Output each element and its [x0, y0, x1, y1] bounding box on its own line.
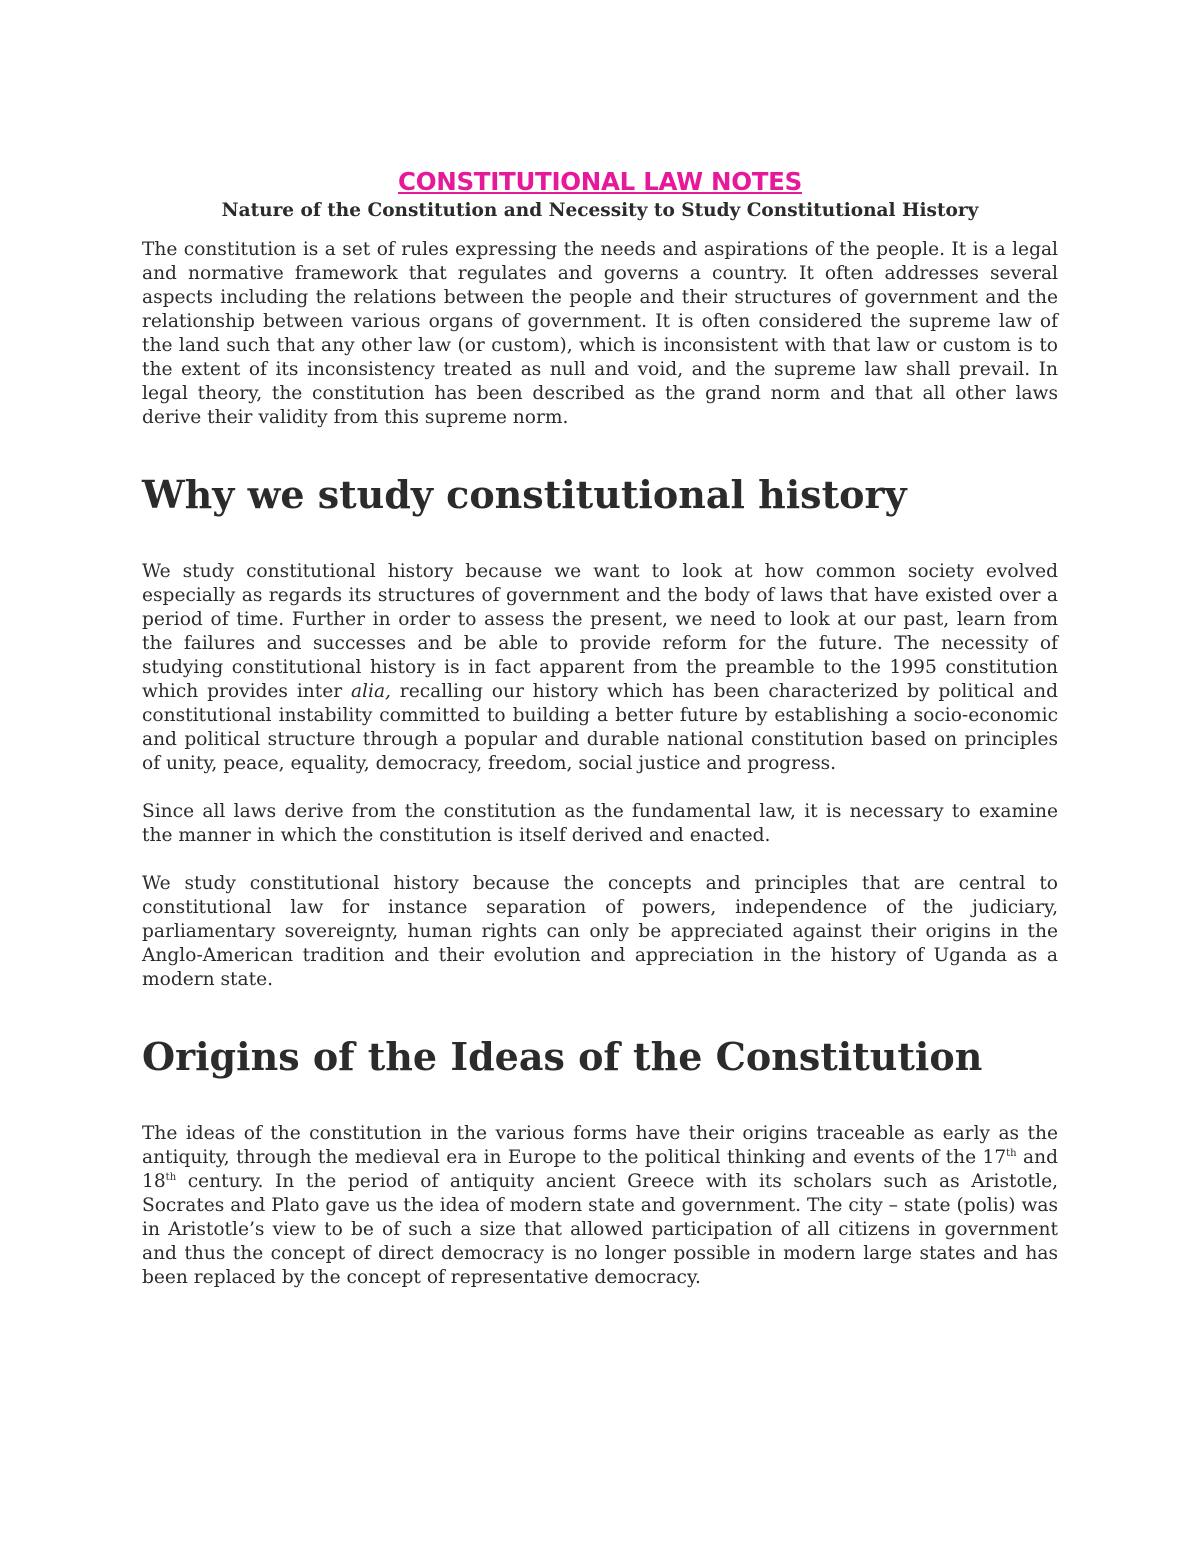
- section2-p1-text-b: and 18: [142, 1147, 1058, 1192]
- section2-p1-text-c: century. In the period of antiquity ancient Greece with its scholars such as Aristotle, Socrates and Plato gave us the idea of modern state and government. The city – state (polis) was in Aristotle’s view to be of such a size that allowed participation of all citizens in government and thus the concept of direct democracy is no longer possible in modern large states and has been replaced by the concept of representative democracy.: [142, 1171, 1058, 1288]
- superscript-th-2: th: [165, 1171, 177, 1183]
- section2-paragraph-1: [142, 1122, 1058, 1290]
- section1-paragraph-2: Since all laws derive from the constitution as the fundamental law, it is necessary to examine the manner in which the constitution is itself derived and enacted.: [142, 801, 1058, 846]
- section-heading-origins: Origins of the Ideas of the Constitution: [142, 1034, 983, 1079]
- document-page: [142, 166, 1058, 1290]
- document-subtitle: Nature of the Constitution and Necessity to Study Constitutional History: [221, 200, 979, 221]
- section1-p1-text-a: We study constitutional history because we want to look at how common society evolved especially as regards its structures of government and the body of laws that have existed over a period of time. Further in order to assess the present, we need to look at our past, learn from the failures and successes and be able to provide reform for the future. The necessity of studying constitutional history is in fact apparent from the preamble to the 1995 constitution which provides inter: [142, 561, 1058, 702]
- section-heading-why-study: Why we study constitutional history: [142, 472, 907, 517]
- superscript-th-1: th: [1006, 1147, 1017, 1159]
- section1-paragraph-1: [142, 560, 1058, 776]
- section1-p1-italic: alia,: [350, 681, 391, 702]
- document-title: CONSTITUTIONAL LAW NOTES: [398, 167, 802, 196]
- section1-paragraph-3: We study constitutional history because the concepts and principles that are central to constitutional law for instance separation of powers, independence of the judiciary, parliamentary sovereignty, human rights can only be appreciated against their origins in the Anglo-American tradition and their evolution and appreciation in the history of Uganda as a modern state.: [142, 873, 1058, 990]
- section2-p1-text-a: The ideas of the constitution in the various forms have their origins traceable as early as the antiquity, through the medieval era in Europe to the political thinking and events of the 17: [142, 1123, 1058, 1168]
- intro-paragraph: The constitution is a set of rules expressing the needs and aspirations of the people. It is a legal and normative framework that regulates and governs a country. It often addresses several aspects including the relations between the people and their structures of government and the relationship between various organs of government. It is often considered the supreme law of the land such that any other law (or custom), which is inconsistent with that law or custom is to the extent of its inconsistency treated as null and void, and the supreme law shall prevail. In legal theory, the constitution has been described as the grand norm and that all other laws derive their validity from this supreme norm.: [142, 239, 1058, 428]
- section1-p1-text-b: recalling our history which has been characterized by political and constitutional instability committed to building a better future by establishing a socio-economic and political structure through a popular and durable national constitution based on principles of unity, peace, equality, democracy, freedom, social justice and progress.: [142, 681, 1058, 774]
